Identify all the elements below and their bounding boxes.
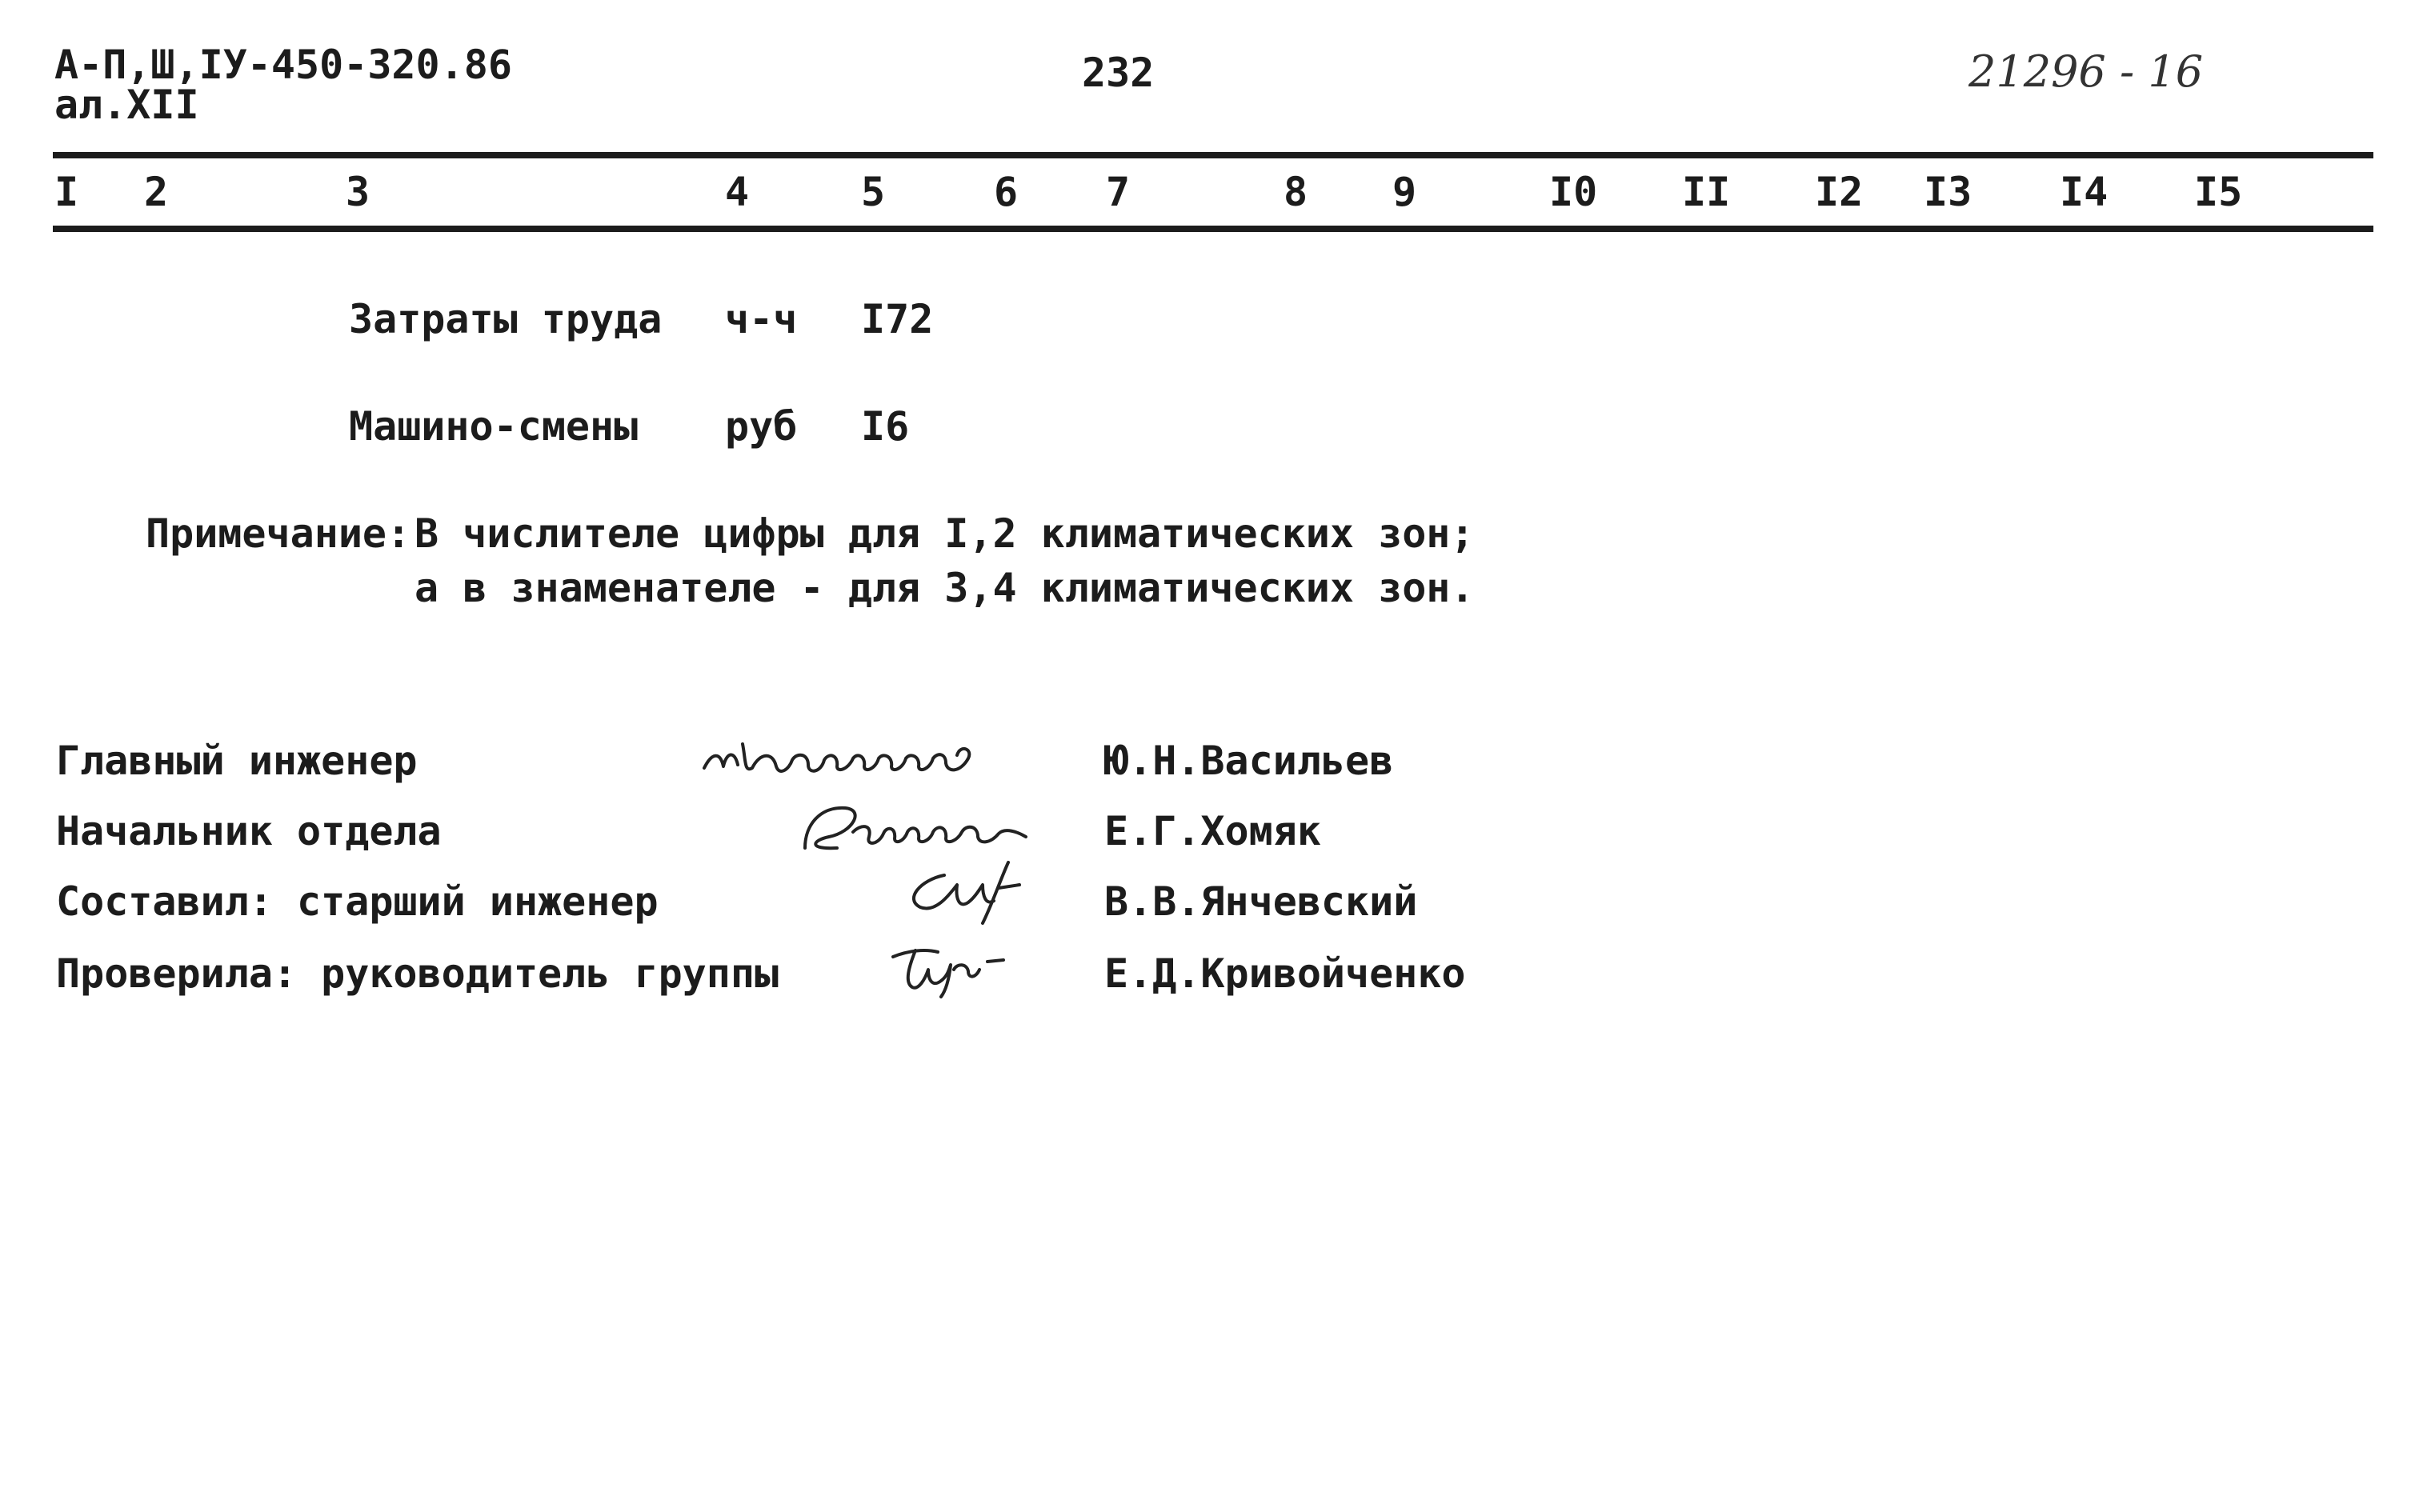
signature-position: Главный инженер — [56, 738, 418, 784]
note-line-2: а в знаменателе - для 3,4 климатических зон. — [415, 565, 1475, 611]
column-number: 9 — [1392, 169, 1417, 215]
column-number: I0 — [1549, 169, 1598, 215]
column-number: I3 — [1924, 169, 1972, 215]
handwritten-signature-4 — [877, 934, 1013, 998]
inventory-number: 21296 - 16 — [1968, 46, 2204, 97]
row-unit: ч-ч — [725, 296, 798, 342]
signatory-name: Ю.Н.Васильев — [1104, 738, 1394, 784]
column-number: I2 — [1815, 169, 1864, 215]
column-number: I — [54, 169, 79, 215]
note-line-1: В числителе цифры для I,2 климатических зон; — [415, 510, 1475, 557]
column-number: 7 — [1106, 169, 1131, 215]
column-number: II — [1682, 169, 1731, 215]
page-number: 232 — [1082, 50, 1155, 96]
handwritten-signature-3 — [888, 856, 1032, 928]
row-value: I6 — [861, 403, 910, 450]
row-value: I72 — [861, 296, 934, 342]
sheet-number: ал.XII — [54, 82, 199, 128]
document-code: А-П,Ш,IУ-450-320.86 — [54, 42, 512, 88]
signature-position: Проверила: руководитель группы — [56, 950, 779, 997]
signature-position: Составил: старший инженер — [56, 878, 659, 925]
handwritten-signature-2 — [789, 792, 1045, 864]
column-number: I4 — [2060, 169, 2109, 215]
column-number: 4 — [725, 169, 750, 215]
column-number: 6 — [994, 169, 1019, 215]
signatory-name: Е.Г.Хомяк — [1104, 808, 1321, 854]
row-name: Затраты труда — [349, 296, 663, 342]
column-number: I5 — [2194, 169, 2243, 215]
row-name: Машино-смены — [349, 403, 639, 450]
column-number: 2 — [144, 169, 169, 215]
header-rule-top — [53, 152, 2373, 158]
column-number: 3 — [346, 169, 370, 215]
note-label: Примечание: — [146, 510, 411, 557]
handwritten-signature-1 — [696, 720, 1016, 792]
row-unit: руб — [725, 403, 798, 450]
signature-position: Начальник отдела — [56, 808, 442, 854]
column-number: 5 — [861, 169, 886, 215]
signatory-name: В.В.Янчевский — [1104, 878, 1418, 925]
header-rule-bottom — [53, 226, 2373, 232]
column-number: 8 — [1284, 169, 1308, 215]
signatory-name: Е.Д.Кривойченко — [1104, 950, 1466, 997]
